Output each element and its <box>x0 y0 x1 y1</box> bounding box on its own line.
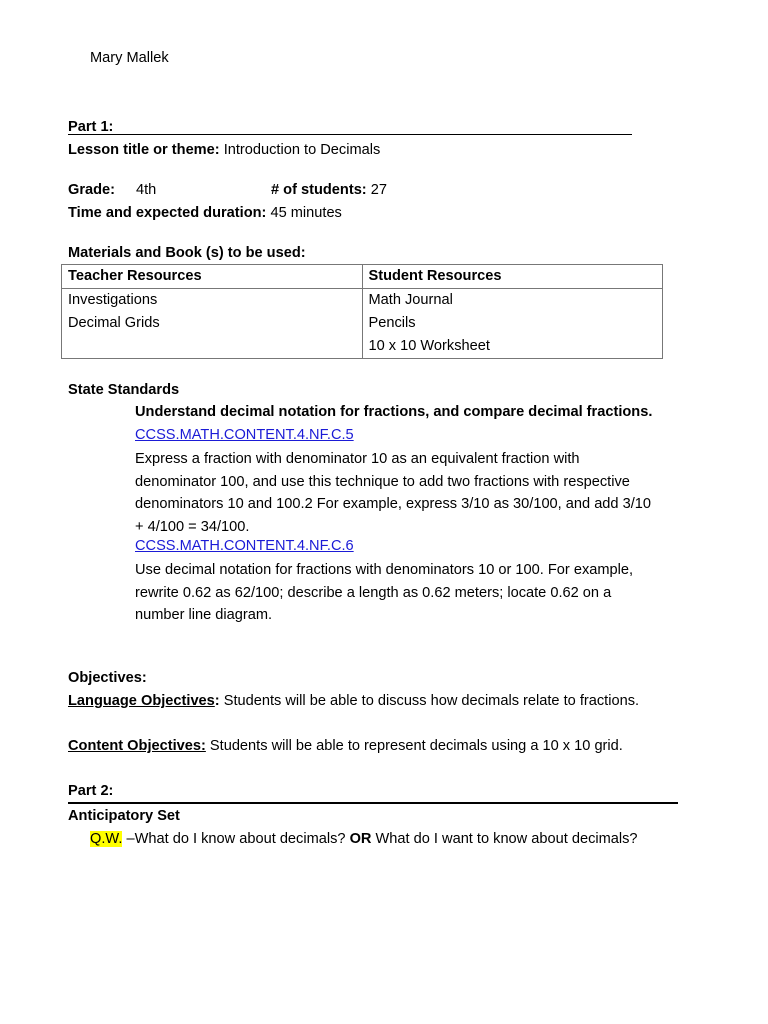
materials-table <box>61 264 663 359</box>
standards-subheading: Understand decimal notation for fractions, and compare decimal fractions. <box>135 404 653 420</box>
standard-text-line: + 4/100 = 34/100. <box>135 518 250 535</box>
table-header-row <box>62 265 663 289</box>
qw-highlight: Q.W. <box>90 831 123 847</box>
ccss-link-5[interactable]: CCSS.MATH.CONTENT.4.NF.C.5 <box>135 427 354 443</box>
language-objectives: Language Objectives: Students will be able to discuss how decimals relate to fractions. <box>68 693 640 709</box>
standards-heading: State Standards <box>68 382 180 398</box>
qw-text-1: –What do I know about decimals? <box>122 831 350 847</box>
part1-heading: Part 1: <box>68 119 114 135</box>
time-value: 45 minutes <box>270 205 342 221</box>
qw-text-2: What do I want to know about decimals? <box>371 831 638 847</box>
author-name: Mary Mallek <box>90 50 169 66</box>
part2-rule <box>68 802 678 804</box>
teacher-resources-cell <box>62 289 363 359</box>
standard-link-5[interactable] <box>135 426 354 444</box>
content-objectives-label: Content Objectives: <box>68 738 206 754</box>
part2-heading: Part 2: <box>68 783 114 799</box>
students-value: 27 <box>370 182 387 198</box>
student-resources-header: Student Resources <box>362 265 663 289</box>
list-item: Pencils <box>368 315 416 331</box>
standard-text-5 <box>135 448 685 538</box>
language-objectives-label: Language Objectives <box>68 693 215 709</box>
standard-text-line: denominators 10 and 100.2 For example, express 3/10 as 30/100, and add 3/10 <box>135 496 651 512</box>
time-label: Time and expected duration: <box>68 205 267 221</box>
content-objectives <box>68 737 623 755</box>
standard-link-6[interactable] <box>135 537 354 555</box>
grade-value: 4th <box>136 182 157 198</box>
language-objectives-text: Students will be able to discuss how decimals relate to fractions. <box>219 693 640 709</box>
list-item: 10 x 10 Worksheet <box>368 338 490 354</box>
content-objectives-text: Students will be able to represent decimals using a 10 x 10 grid. <box>205 738 623 754</box>
standard-text-line: denominator 100, and use this technique to add two fractions with respective <box>135 473 630 490</box>
students-row <box>271 181 387 199</box>
standard-text-line: rewrite 0.62 as 62/100; describe a length as 0.62 meters; locate 0.62 on a <box>135 584 612 601</box>
table-row <box>62 289 663 359</box>
grade-label: Grade: <box>68 182 116 198</box>
list-item: Decimal Grids <box>68 315 160 331</box>
teacher-resources-header: Teacher Resources <box>62 265 363 289</box>
lesson-title-value: Introduction to Decimals <box>223 142 381 158</box>
qw-or: OR <box>349 831 372 847</box>
student-resources-cell <box>362 289 663 359</box>
standard-text-6 <box>135 559 685 627</box>
students-label: # of students: <box>271 182 367 198</box>
materials-label: Materials and Book (s) to be used: <box>68 245 306 261</box>
lesson-title-label: Lesson title or theme: <box>68 142 220 158</box>
standard-text-line: Express a fraction with denominator 10 as an equivalent fraction with <box>135 451 580 467</box>
standard-text-line: number line diagram. <box>135 607 273 623</box>
objectives-heading: Objectives: <box>68 670 147 686</box>
list-item: Math Journal <box>368 292 453 308</box>
quick-write-prompt <box>90 830 638 848</box>
ccss-link-6[interactable]: CCSS.MATH.CONTENT.4.NF.C.6 <box>135 538 354 554</box>
time-row <box>68 204 342 222</box>
standard-text-line: Use decimal notation for fractions with denominators 10 or 100. For example, <box>135 562 634 578</box>
part1-rule <box>68 134 632 135</box>
lesson-title-row <box>68 141 380 159</box>
list-item: Investigations <box>68 292 158 308</box>
anticipatory-set-label: Anticipatory Set <box>68 808 180 824</box>
